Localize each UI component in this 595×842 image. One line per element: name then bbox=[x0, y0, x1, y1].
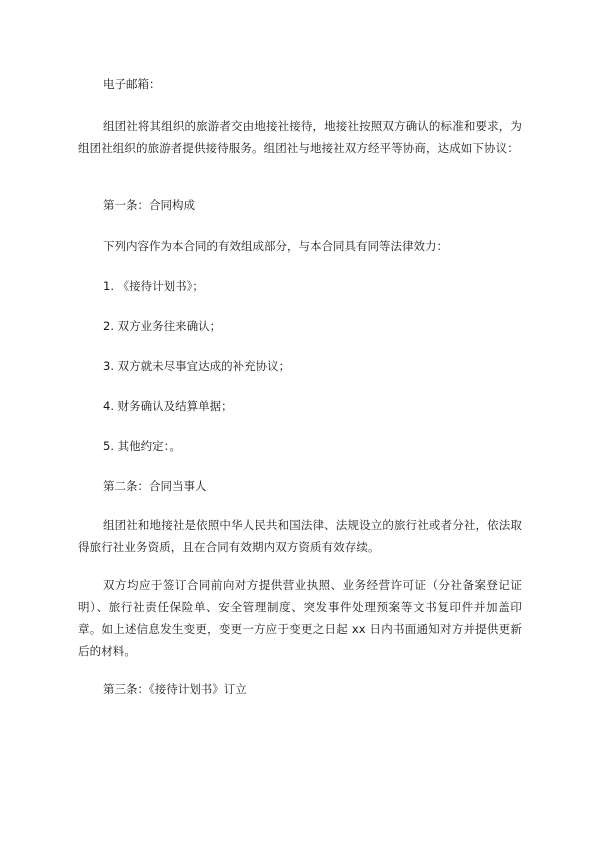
article-2-paragraph-2: 双方均应于签订合同前向对方提供营业执照、业务经营许可证（分社备案登记证明）、旅行社责任保险单、安全管理制度、突发事件处理预案等文书复印件并加盖印章。如上述信息发生变更，变更一方应于变更之日起 xx 日内书面通知对方并提供更新后的材料。 bbox=[78, 578, 522, 658]
article-1-intro: 下列内容作为本合同的有效组成部分，与本合同具有同等法律效力： bbox=[103, 239, 448, 253]
email-label: 电子邮箱： bbox=[103, 77, 161, 91]
intro-paragraph: 组团社将其组织的旅游者交由地接社接待，地接社按照双方确认的标准和要求，为组团社组织的旅游者提供接待服务。组团社与地接社双方经平等协商，达成如下协议： bbox=[78, 119, 522, 155]
article-1-item-4: 4. 财务确认及结算单据； bbox=[103, 399, 233, 413]
article-2-paragraph-1: 组团社和地接社是依照中华人民共和国法律、法规设立的旅行社或者分社，依法取得旅行社业务资质，且在合同有效期内双方资质有效存续。 bbox=[78, 518, 522, 554]
article-1-item-3: 3. 双方就未尽事宜达成的补充协议； bbox=[103, 359, 291, 373]
article-1-item-1: 1. 《接待计划书》； bbox=[103, 279, 204, 293]
article-3-title: 第三条：《接待计划书》订立 bbox=[103, 682, 247, 696]
article-2-title: 第二条：合同当事人 bbox=[103, 479, 207, 493]
article-1-title: 第一条：合同构成 bbox=[103, 198, 195, 212]
article-1-item-2: 2. 双方业务往来确认； bbox=[103, 319, 222, 333]
article-1-item-5: 5. 其他约定：。 bbox=[103, 439, 181, 453]
